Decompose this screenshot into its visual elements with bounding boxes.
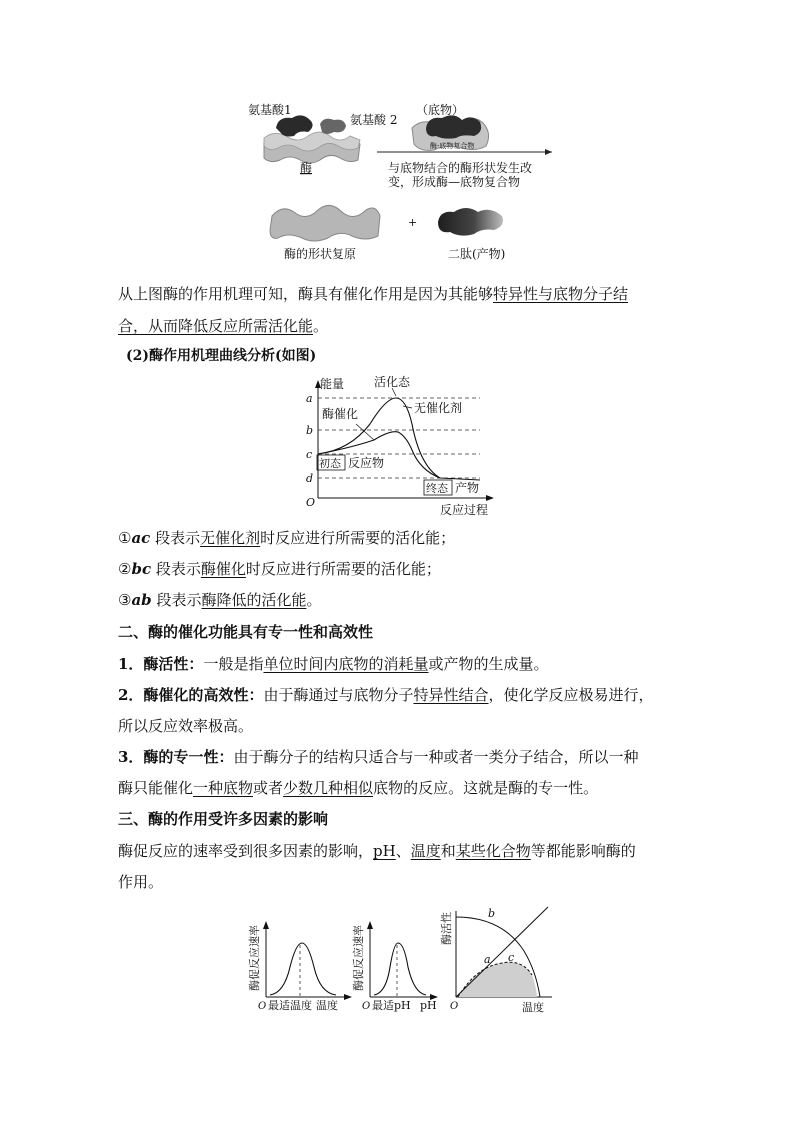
paragraph-specificity-line-1: 3．酶的专一性：由于酶分子的结构只适合与一种或者一类分子结合，所以一种 bbox=[118, 748, 639, 766]
temperature-curve bbox=[270, 943, 336, 995]
ph-curve bbox=[374, 943, 426, 995]
tick-c: c bbox=[306, 448, 313, 461]
factors-graphs-figure bbox=[240, 905, 560, 1020]
final-state-label: 终态 bbox=[426, 482, 448, 495]
initial-state-label: 初态 bbox=[319, 457, 341, 470]
graph2-x-optimum: 最适pH bbox=[372, 999, 411, 1012]
caption-line-2: 变，形成酶—底物复合物 bbox=[388, 175, 521, 189]
tick-a: a bbox=[306, 392, 313, 405]
x-axis-label: 反应过程 bbox=[440, 503, 489, 517]
amino-acid-1-label: 氨基酸1 bbox=[248, 103, 292, 117]
label-c: c bbox=[508, 951, 515, 964]
origin-label: O bbox=[306, 496, 316, 509]
paragraph-factors-line-1: 酶促反应的速率受到很多因素的影响，pH、温度和某些化合物等都能影响酶的 bbox=[118, 842, 636, 860]
paragraph-enzyme-activity: 1．酶活性：一般是指单位时间内底物的消耗量或产物的生成量。 bbox=[118, 655, 549, 673]
enzyme-label: 酶 bbox=[300, 161, 313, 175]
leader-no-catalyst bbox=[403, 406, 412, 408]
item-bc: ②bc 段表示酶催化时反应进行所需要的活化能； bbox=[118, 560, 441, 578]
paragraph-specificity-line-2: 酶只能催化一种底物或者少数几种相似底物的反应。这就是酶的专一性。 bbox=[118, 779, 599, 797]
graph1-x-label: 温度 bbox=[316, 999, 338, 1012]
graph3-y-label: 酶活性 bbox=[440, 912, 453, 945]
graph2-x-label: pH bbox=[420, 999, 437, 1012]
paragraph-mechanism-line-2: 合，从而降低反应所需活化能。 bbox=[118, 317, 329, 335]
leader-activated bbox=[392, 388, 396, 396]
plus-sign: + bbox=[408, 216, 418, 229]
section-heading-2: 二、酶的催化功能具有专一性和高效性 bbox=[118, 623, 374, 641]
dipeptide-label: 二肽(产物) bbox=[448, 247, 506, 261]
paragraph-efficiency-line-1: 2．酶催化的高效性：由于酶通过与底物分子特异性结合，使化学反应极易进行， bbox=[118, 686, 654, 704]
substrate-label: （底物） bbox=[416, 103, 465, 117]
paragraph-efficiency-line-2: 所以反应效率极高。 bbox=[118, 717, 254, 735]
amino-acid-2-label: 氨基酸 2 bbox=[350, 113, 398, 127]
section-heading-3: 三、酶的作用受许多因素的影响 bbox=[118, 810, 329, 828]
underline-lower-activation: 合，从而降低反应所需活化能 bbox=[118, 317, 314, 335]
tick-d: d bbox=[306, 472, 314, 485]
enzyme-catalysis-label: 酶催化 bbox=[322, 407, 359, 421]
product-label: 产物 bbox=[455, 481, 480, 495]
graph3-origin: O bbox=[450, 1001, 459, 1012]
restored-enzyme-shape bbox=[270, 205, 380, 241]
graph2-origin: O bbox=[362, 1001, 371, 1012]
subheading-curve-analysis: (2)酶作用机理曲线分析(如图) bbox=[126, 348, 317, 364]
restored-enzyme-label: 酶的形状复原 bbox=[284, 247, 357, 261]
item-ab: ③ab 段表示酶降低的活化能。 bbox=[118, 591, 322, 609]
underline-specificity: 特异性与底物分子结 bbox=[493, 285, 629, 303]
graph1-origin: O bbox=[258, 1001, 267, 1012]
graph-temperature bbox=[247, 921, 352, 1012]
graph1-y-label: 酶促反应速率 bbox=[248, 925, 261, 991]
reactant-label: 反应物 bbox=[348, 456, 385, 470]
amino-acid-2-shape bbox=[320, 119, 346, 134]
graph-ph bbox=[351, 921, 438, 1012]
label-a: a bbox=[484, 953, 491, 966]
graph-activity bbox=[439, 907, 552, 1014]
energy-curve-figure bbox=[300, 374, 500, 518]
dipeptide-shape bbox=[438, 208, 503, 236]
graph1-x-optimum: 最适温度 bbox=[268, 999, 312, 1012]
enzyme-mechanism-figure bbox=[240, 98, 560, 266]
tick-b: b bbox=[306, 424, 314, 437]
paragraph-factors-line-2: 作用。 bbox=[118, 873, 164, 891]
graph3-x-label: 温度 bbox=[522, 1001, 544, 1014]
y-axis-label: 能量 bbox=[320, 377, 345, 391]
amino-acid-1-shape bbox=[276, 115, 313, 136]
leader-enzyme bbox=[356, 424, 374, 440]
label-b: b bbox=[488, 907, 496, 920]
caption-line-1: 与底物结合的酶形状发生改 bbox=[388, 161, 533, 175]
complex-small-label: 酶-底物复合物 bbox=[430, 142, 475, 150]
no-catalyst-label: 无催化剂 bbox=[414, 401, 463, 415]
complex-substrate-shape bbox=[426, 115, 481, 138]
activated-state-label: 活化态 bbox=[374, 375, 411, 389]
graph2-y-label: 酶促反应速率 bbox=[352, 925, 365, 991]
item-ac: ①ac 段表示无催化剂时反应进行所需要的活化能； bbox=[118, 529, 456, 547]
paragraph-mechanism-line-1: 从上图酶的作用机理可知，酶具有催化作用是因为其能够特异性与底物分子结 bbox=[118, 285, 629, 303]
